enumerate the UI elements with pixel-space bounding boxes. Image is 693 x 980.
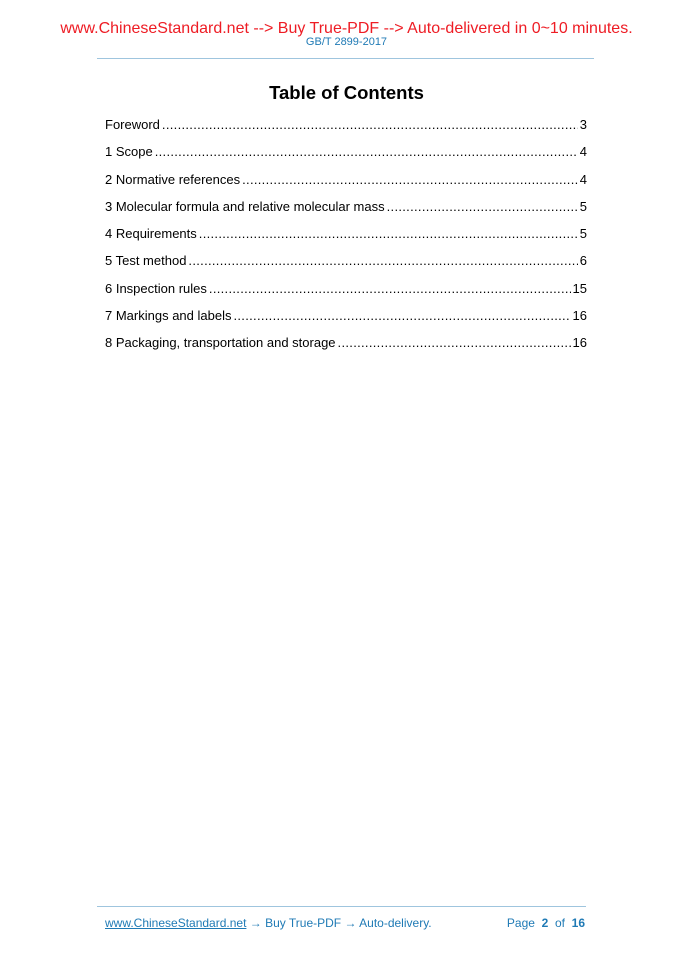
toc-leader-dots: [155, 143, 578, 160]
toc-entry-scope[interactable]: [105, 143, 587, 170]
toc-entry-markings-and-labels[interactable]: [105, 307, 587, 334]
toc-entry-packaging[interactable]: [105, 334, 587, 361]
toc-leader-dots: [233, 307, 570, 324]
arrow-right-icon: →: [344, 916, 357, 930]
toc-entry-inspection-rules[interactable]: [105, 280, 587, 307]
footer-buy-text: Buy True-PDF: [265, 916, 342, 930]
toc-entry-label: 5 Test method: [105, 253, 187, 269]
toc-entry-label: 4 Requirements: [105, 226, 197, 242]
toc-entry-page: 5: [579, 198, 587, 214]
toc-leader-dots: [162, 116, 578, 133]
toc-entry-page: 16: [572, 335, 587, 351]
current-page-number: 2: [541, 916, 549, 930]
toc-entry-label: 1 Scope: [105, 144, 153, 160]
header-divider: [97, 58, 594, 59]
toc-leader-dots: [199, 225, 578, 242]
toc-title: Table of Contents: [269, 82, 424, 103]
promo-banner[interactable]: www.ChineseStandard.net --> Buy True-PDF --> Auto-delivered in 0~10 minutes.: [60, 20, 633, 37]
toc-entry-page: 6: [579, 253, 587, 269]
toc-entry-molecular-formula[interactable]: [105, 198, 587, 225]
toc-entry-normative-references[interactable]: [105, 171, 587, 198]
toc-entry-test-method[interactable]: [105, 252, 587, 279]
table-of-contents: [105, 116, 587, 362]
of-word: of: [554, 916, 565, 930]
toc-entry-foreword[interactable]: [105, 116, 587, 143]
toc-entry-page: 4: [579, 171, 587, 187]
toc-entry-page: 4: [579, 144, 587, 160]
toc-entry-label: 7 Markings and labels: [105, 308, 232, 324]
arrow-right-icon: →: [249, 916, 262, 930]
toc-entry-label: 8 Packaging, transportation and storage: [105, 335, 336, 351]
footer-promo: [105, 916, 432, 931]
toc-leader-dots: [338, 334, 571, 351]
toc-entry-label: 6 Inspection rules: [105, 280, 207, 296]
document-code: GB/T 2899-2017: [305, 36, 388, 48]
toc-entry-label: 3 Molecular formula and relative molecular mass: [105, 198, 385, 214]
toc-entry-page: 15: [572, 280, 587, 296]
toc-entry-label: Foreword: [105, 117, 160, 132]
toc-entry-page: 3: [579, 117, 587, 132]
toc-leader-dots: [242, 171, 578, 188]
toc-leader-dots: [387, 198, 578, 215]
toc-entry-page: 5: [579, 226, 587, 242]
page-indicator: [507, 916, 585, 931]
toc-entry-label: 2 Normative references: [105, 171, 241, 187]
footer-divider: [97, 906, 586, 907]
total-pages-number: 16: [571, 916, 585, 930]
toc-leader-dots: [209, 280, 571, 297]
page-word: Page: [506, 916, 535, 930]
footer-delivery-text: Auto-delivery.: [359, 916, 432, 930]
toc-entry-requirements[interactable]: [105, 225, 587, 252]
footer-site-link[interactable]: www.ChineseStandard.net: [105, 916, 247, 930]
toc-entry-page: 16: [572, 308, 587, 324]
toc-leader-dots: [188, 252, 577, 269]
